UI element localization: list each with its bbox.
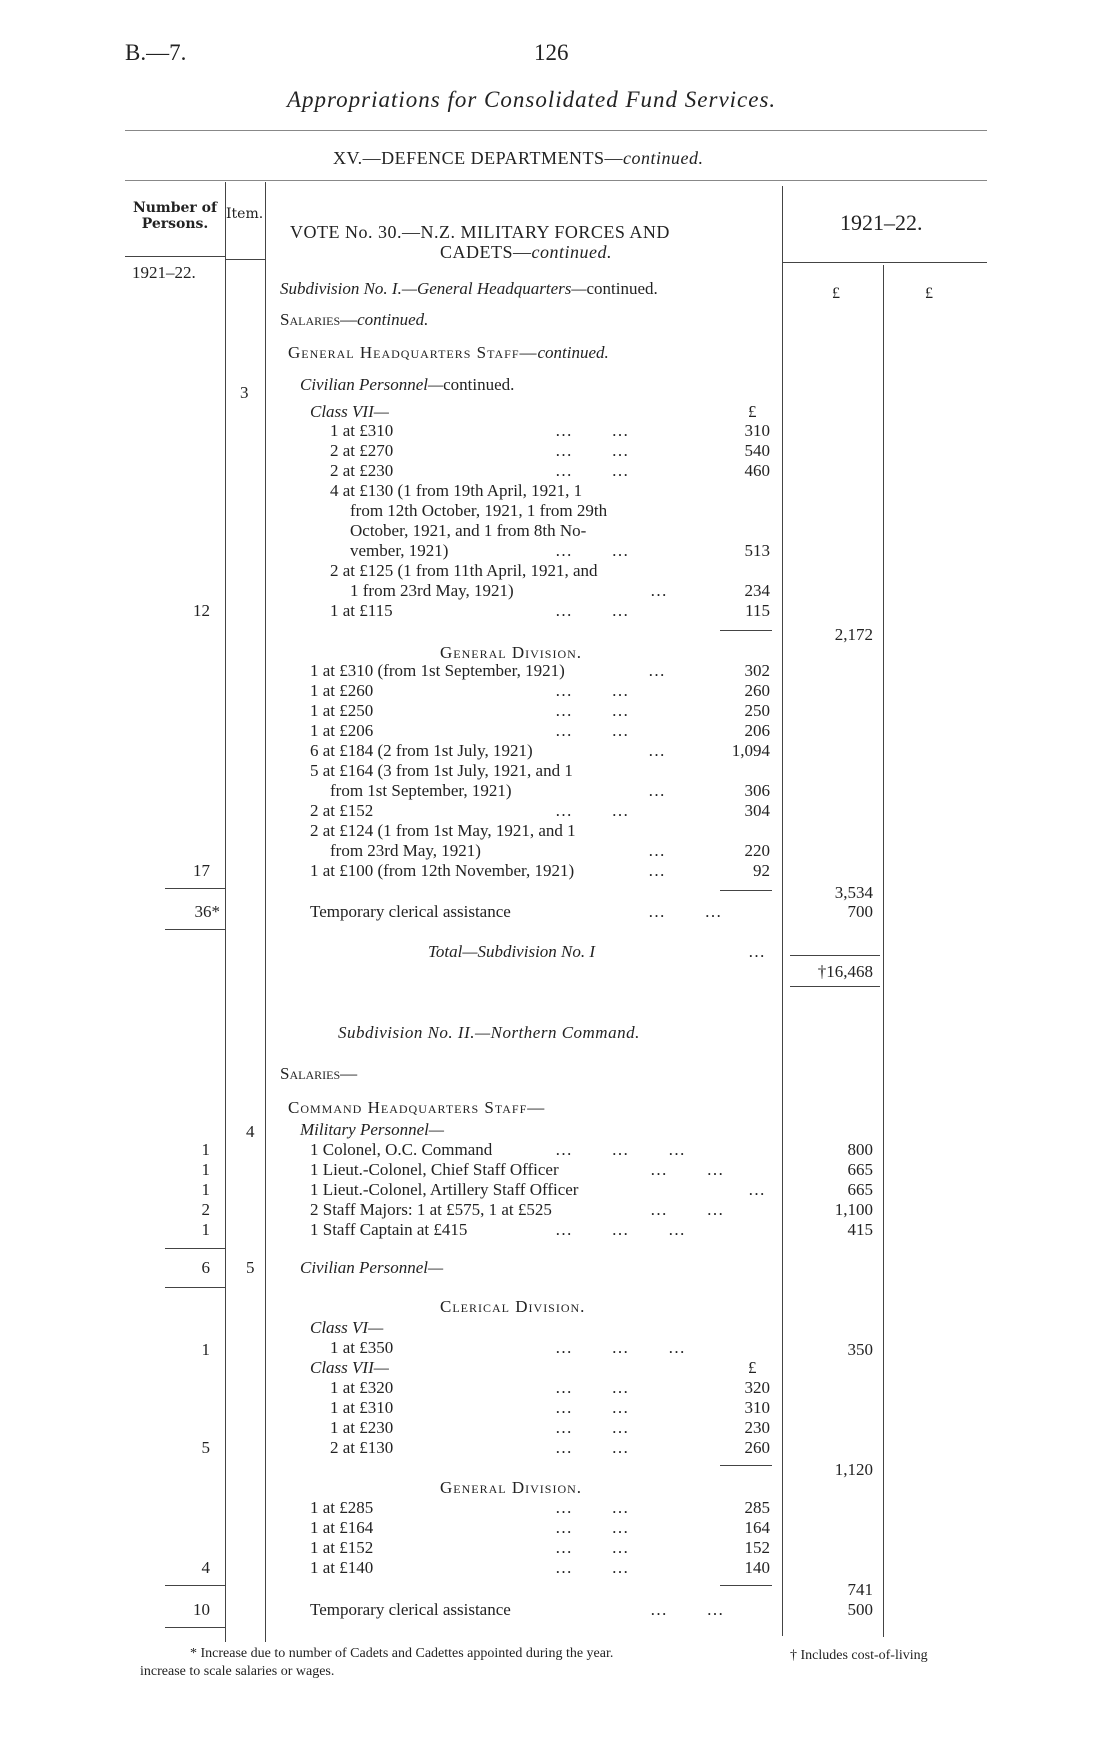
persons-count: 2 <box>201 1200 210 1219</box>
amount: 310 <box>744 1398 770 1417</box>
persons-count: 4 <box>201 1558 210 1577</box>
military-heading: Military Personnel— <box>300 1120 445 1139</box>
list-item: 1 at £310 <box>330 421 394 440</box>
list-item-line: 5 at £164 (3 from 1st July, 1921, and 1 <box>310 761 573 780</box>
list-item: 1 at £140 <box>310 1558 374 1577</box>
rule <box>720 890 772 891</box>
rule <box>165 1627 225 1628</box>
list-item: 1 at £115 <box>330 601 393 620</box>
persons-count: 5 <box>201 1438 210 1457</box>
col-header-persons: Number of Persons. <box>132 200 218 232</box>
list-item: 1 Lieut.-Colonel, Artillery Staff Officer <box>310 1180 579 1199</box>
leader-dots: … <box>648 741 667 760</box>
leader-dots: … … <box>555 681 631 700</box>
leader-dots: … … <box>555 1538 631 1557</box>
list-item: 2 Staff Majors: 1 at £575, 1 at £525 <box>310 1200 552 1219</box>
rule <box>125 180 987 181</box>
leader-dots: … … <box>555 1438 631 1457</box>
amount: 320 <box>744 1378 770 1397</box>
footnote-dagger: † Includes cost-of-living <box>790 1648 928 1663</box>
page-number: 126 <box>534 40 569 65</box>
persons-count: 17 <box>193 861 210 880</box>
amount: 206 <box>744 721 770 740</box>
list-item: 1 at £164 <box>310 1518 374 1537</box>
amount: 220 <box>744 841 770 860</box>
footnote-star: * Increase due to number of Cadets and Cadettes appointed during the year. <box>190 1646 614 1661</box>
list-item-line: from 1st September, 1921) <box>330 781 512 800</box>
list-item: 2 at £230 <box>330 461 394 480</box>
amount: 460 <box>744 461 770 480</box>
persons-count: 1 <box>201 1180 210 1199</box>
col-header-year: 1921–22. <box>840 210 923 235</box>
amount: 285 <box>744 1498 770 1517</box>
leader-dots: … … <box>555 1558 631 1577</box>
leader-dots: … … <box>555 1498 631 1517</box>
leader-dots: … … <box>555 461 631 480</box>
rule <box>125 256 225 257</box>
list-item: 1 at £285 <box>310 1498 374 1517</box>
leader-dots: … … <box>555 721 631 740</box>
list-item: 2 at £130 <box>330 1438 394 1457</box>
leader-dots: … … … <box>555 1338 687 1357</box>
amount: 152 <box>744 1538 770 1557</box>
list-item-line: 4 at £130 (1 from 19th April, 1921, 1 <box>330 481 583 500</box>
leader-dots: … … <box>555 421 631 440</box>
list-item: 1 Colonel, O.C. Command <box>310 1140 493 1159</box>
amount: 500 <box>847 1600 873 1619</box>
rule <box>782 262 987 263</box>
civilian-heading: Civilian Personnel—continued. <box>300 375 515 394</box>
rule <box>165 1287 225 1288</box>
amount: 350 <box>847 1340 873 1359</box>
leader-dots: … <box>648 861 667 880</box>
amount: 164 <box>744 1518 770 1537</box>
leader-dots: … <box>648 781 667 800</box>
leader-dots: … … <box>555 1518 631 1537</box>
subdivision-heading: Subdivision No. I.—General Headquarters—continued. <box>280 279 658 298</box>
rule <box>720 630 772 631</box>
leader-dots: … … <box>648 902 724 921</box>
rule <box>165 1248 225 1249</box>
amount: 304 <box>744 801 770 820</box>
vote-title-cont: CADETS—continued. <box>440 242 612 262</box>
persons-count: 1 <box>201 1220 210 1239</box>
salaries-heading: Salaries—continued. <box>280 310 429 329</box>
list-item-line: 2 at £124 (1 from 1st May, 1921, and 1 <box>310 821 576 840</box>
list-item: 1 at £100 (from 12th November, 1921) <box>310 861 575 880</box>
amount: 310 <box>744 421 770 440</box>
amount: 415 <box>847 1220 873 1239</box>
division-heading: General Division. <box>440 643 583 662</box>
list-item: 6 at £184 (2 from 1st July, 1921) <box>310 741 533 760</box>
column-rule <box>225 182 226 1642</box>
leader-dots: … … <box>555 1418 631 1437</box>
page-title: Appropriations for Consolidated Fund Services. <box>287 87 777 112</box>
amount: 260 <box>744 1438 770 1457</box>
leader-dots: … <box>648 661 667 680</box>
subtotal: 1,120 <box>834 1460 873 1479</box>
division-heading: General Division. <box>440 1478 583 1497</box>
subtotal: 741 <box>847 1580 873 1599</box>
total-label: Total—Subdivision No. I <box>428 942 596 961</box>
amount: 115 <box>745 601 770 620</box>
subtotal: 3,534 <box>834 883 873 902</box>
list-item-line: from 12th October, 1921, 1 from 29th <box>350 501 608 520</box>
leader-dots: … … <box>555 701 631 720</box>
list-item-line: 2 at £125 (1 from 11th April, 1921, and <box>330 561 598 580</box>
rule <box>125 130 987 131</box>
list-item: 1 at £310 <box>330 1398 394 1417</box>
staff-heading: Command Headquarters Staff— <box>288 1098 546 1117</box>
class-heading: Class VII— <box>310 402 389 421</box>
class-heading: Class VII— <box>310 1358 389 1377</box>
list-item: Temporary clerical assistance <box>310 902 511 921</box>
salaries-heading: Salaries— <box>280 1064 358 1083</box>
amount: 306 <box>744 781 770 800</box>
pound-sign: £ <box>925 285 933 302</box>
persons-count: 10 <box>193 1600 210 1619</box>
leader-dots: … … <box>650 1200 726 1219</box>
list-item: 2 at £152 <box>310 801 374 820</box>
amount: 250 <box>744 701 770 720</box>
leader-dots: … … <box>650 1600 726 1619</box>
rule <box>790 955 880 956</box>
persons-year: 1921–22. <box>132 263 196 282</box>
leader-dots: … <box>748 942 767 961</box>
list-item: 2 at £270 <box>330 441 394 460</box>
rule <box>165 1585 225 1586</box>
persons-count: 1 <box>201 1140 210 1159</box>
leader-dots: … … <box>555 801 631 820</box>
pound-sign: £ <box>748 1358 757 1377</box>
amount: 140 <box>744 1558 770 1577</box>
class-heading: Class VI— <box>310 1318 384 1337</box>
vote-title: VOTE No. 30.—N.Z. MILITARY FORCES AND <box>290 222 670 242</box>
amount: 260 <box>744 681 770 700</box>
list-item: 1 Lieut.-Colonel, Chief Staff Officer <box>310 1160 559 1179</box>
footnote-dagger-cont: increase to scale salaries or wages. <box>140 1664 335 1679</box>
leader-dots: … <box>648 841 667 860</box>
amount: 800 <box>847 1140 873 1159</box>
list-item: 1 at £260 <box>310 681 374 700</box>
amount: 700 <box>847 902 873 921</box>
col-header-item: Item. <box>226 206 264 222</box>
leader-dots: … … <box>650 1160 726 1179</box>
rule <box>165 888 225 889</box>
leader-dots: … … <box>555 1398 631 1417</box>
persons-count: 12 <box>193 601 210 620</box>
rule <box>720 1585 772 1586</box>
amount: 513 <box>744 541 770 560</box>
amount: 665 <box>847 1160 873 1179</box>
persons-count: 6 <box>201 1258 210 1277</box>
list-item-line: 1 from 23rd May, 1921) <box>350 581 514 600</box>
item-number: 5 <box>246 1258 255 1277</box>
list-item: 1 at £230 <box>330 1418 394 1437</box>
total-amount: †16,468 <box>817 962 873 981</box>
column-rule <box>265 182 266 1642</box>
list-item: 1 at £250 <box>310 701 374 720</box>
page-ref: B.—7. <box>125 40 187 65</box>
rule <box>165 929 225 930</box>
leader-dots: … … <box>555 541 631 560</box>
list-item-line: vember, 1921) <box>350 541 449 560</box>
rule <box>720 1465 772 1466</box>
leader-dots: … … … <box>555 1140 687 1159</box>
subtotal: 2,172 <box>834 625 873 644</box>
subdivision-heading: Subdivision No. II.—Northern Command. <box>338 1023 640 1042</box>
pound-sign: £ <box>748 402 757 421</box>
rule <box>225 259 265 260</box>
persons-count: 36* <box>194 902 220 921</box>
leader-dots: … <box>650 581 669 600</box>
amount: 230 <box>744 1418 770 1437</box>
list-item: 1 at £152 <box>310 1538 374 1557</box>
staff-heading: General Headquarters Staff—continued. <box>288 343 609 362</box>
pound-sign: £ <box>832 285 840 302</box>
amount: 92 <box>753 861 770 880</box>
leader-dots: … … … <box>555 1220 687 1239</box>
list-item-line: from 23rd May, 1921) <box>330 841 481 860</box>
persons-count: 1 <box>201 1160 210 1179</box>
leader-dots: … <box>748 1180 767 1199</box>
item-number: 4 <box>246 1122 255 1141</box>
leader-dots: … … <box>555 601 631 620</box>
list-item: Temporary clerical assistance <box>310 1600 511 1619</box>
amount: 302 <box>744 661 770 680</box>
persons-count: 1 <box>201 1340 210 1359</box>
amount: 665 <box>847 1180 873 1199</box>
list-item: 1 at £320 <box>330 1378 394 1397</box>
item-number: 3 <box>240 383 249 402</box>
list-item-line: October, 1921, and 1 from 8th No- <box>350 521 587 540</box>
amount: 1,094 <box>731 741 770 760</box>
department-heading: XV.—DEFENCE DEPARTMENTS—continued. <box>333 148 704 168</box>
list-item: 1 at £310 (from 1st September, 1921) <box>310 661 565 680</box>
amount: 234 <box>744 581 770 600</box>
column-rule <box>883 265 884 1637</box>
list-item: 1 at £350 <box>330 1338 394 1357</box>
list-item: 1 Staff Captain at £415 <box>310 1220 468 1239</box>
leader-dots: … … <box>555 1378 631 1397</box>
amount: 540 <box>744 441 770 460</box>
civilian-heading: Civilian Personnel— <box>300 1258 444 1277</box>
list-item: 1 at £206 <box>310 721 374 740</box>
rule <box>790 986 880 987</box>
division-heading: Clerical Division. <box>440 1297 586 1316</box>
amount: 1,100 <box>834 1200 873 1219</box>
leader-dots: … … <box>555 441 631 460</box>
